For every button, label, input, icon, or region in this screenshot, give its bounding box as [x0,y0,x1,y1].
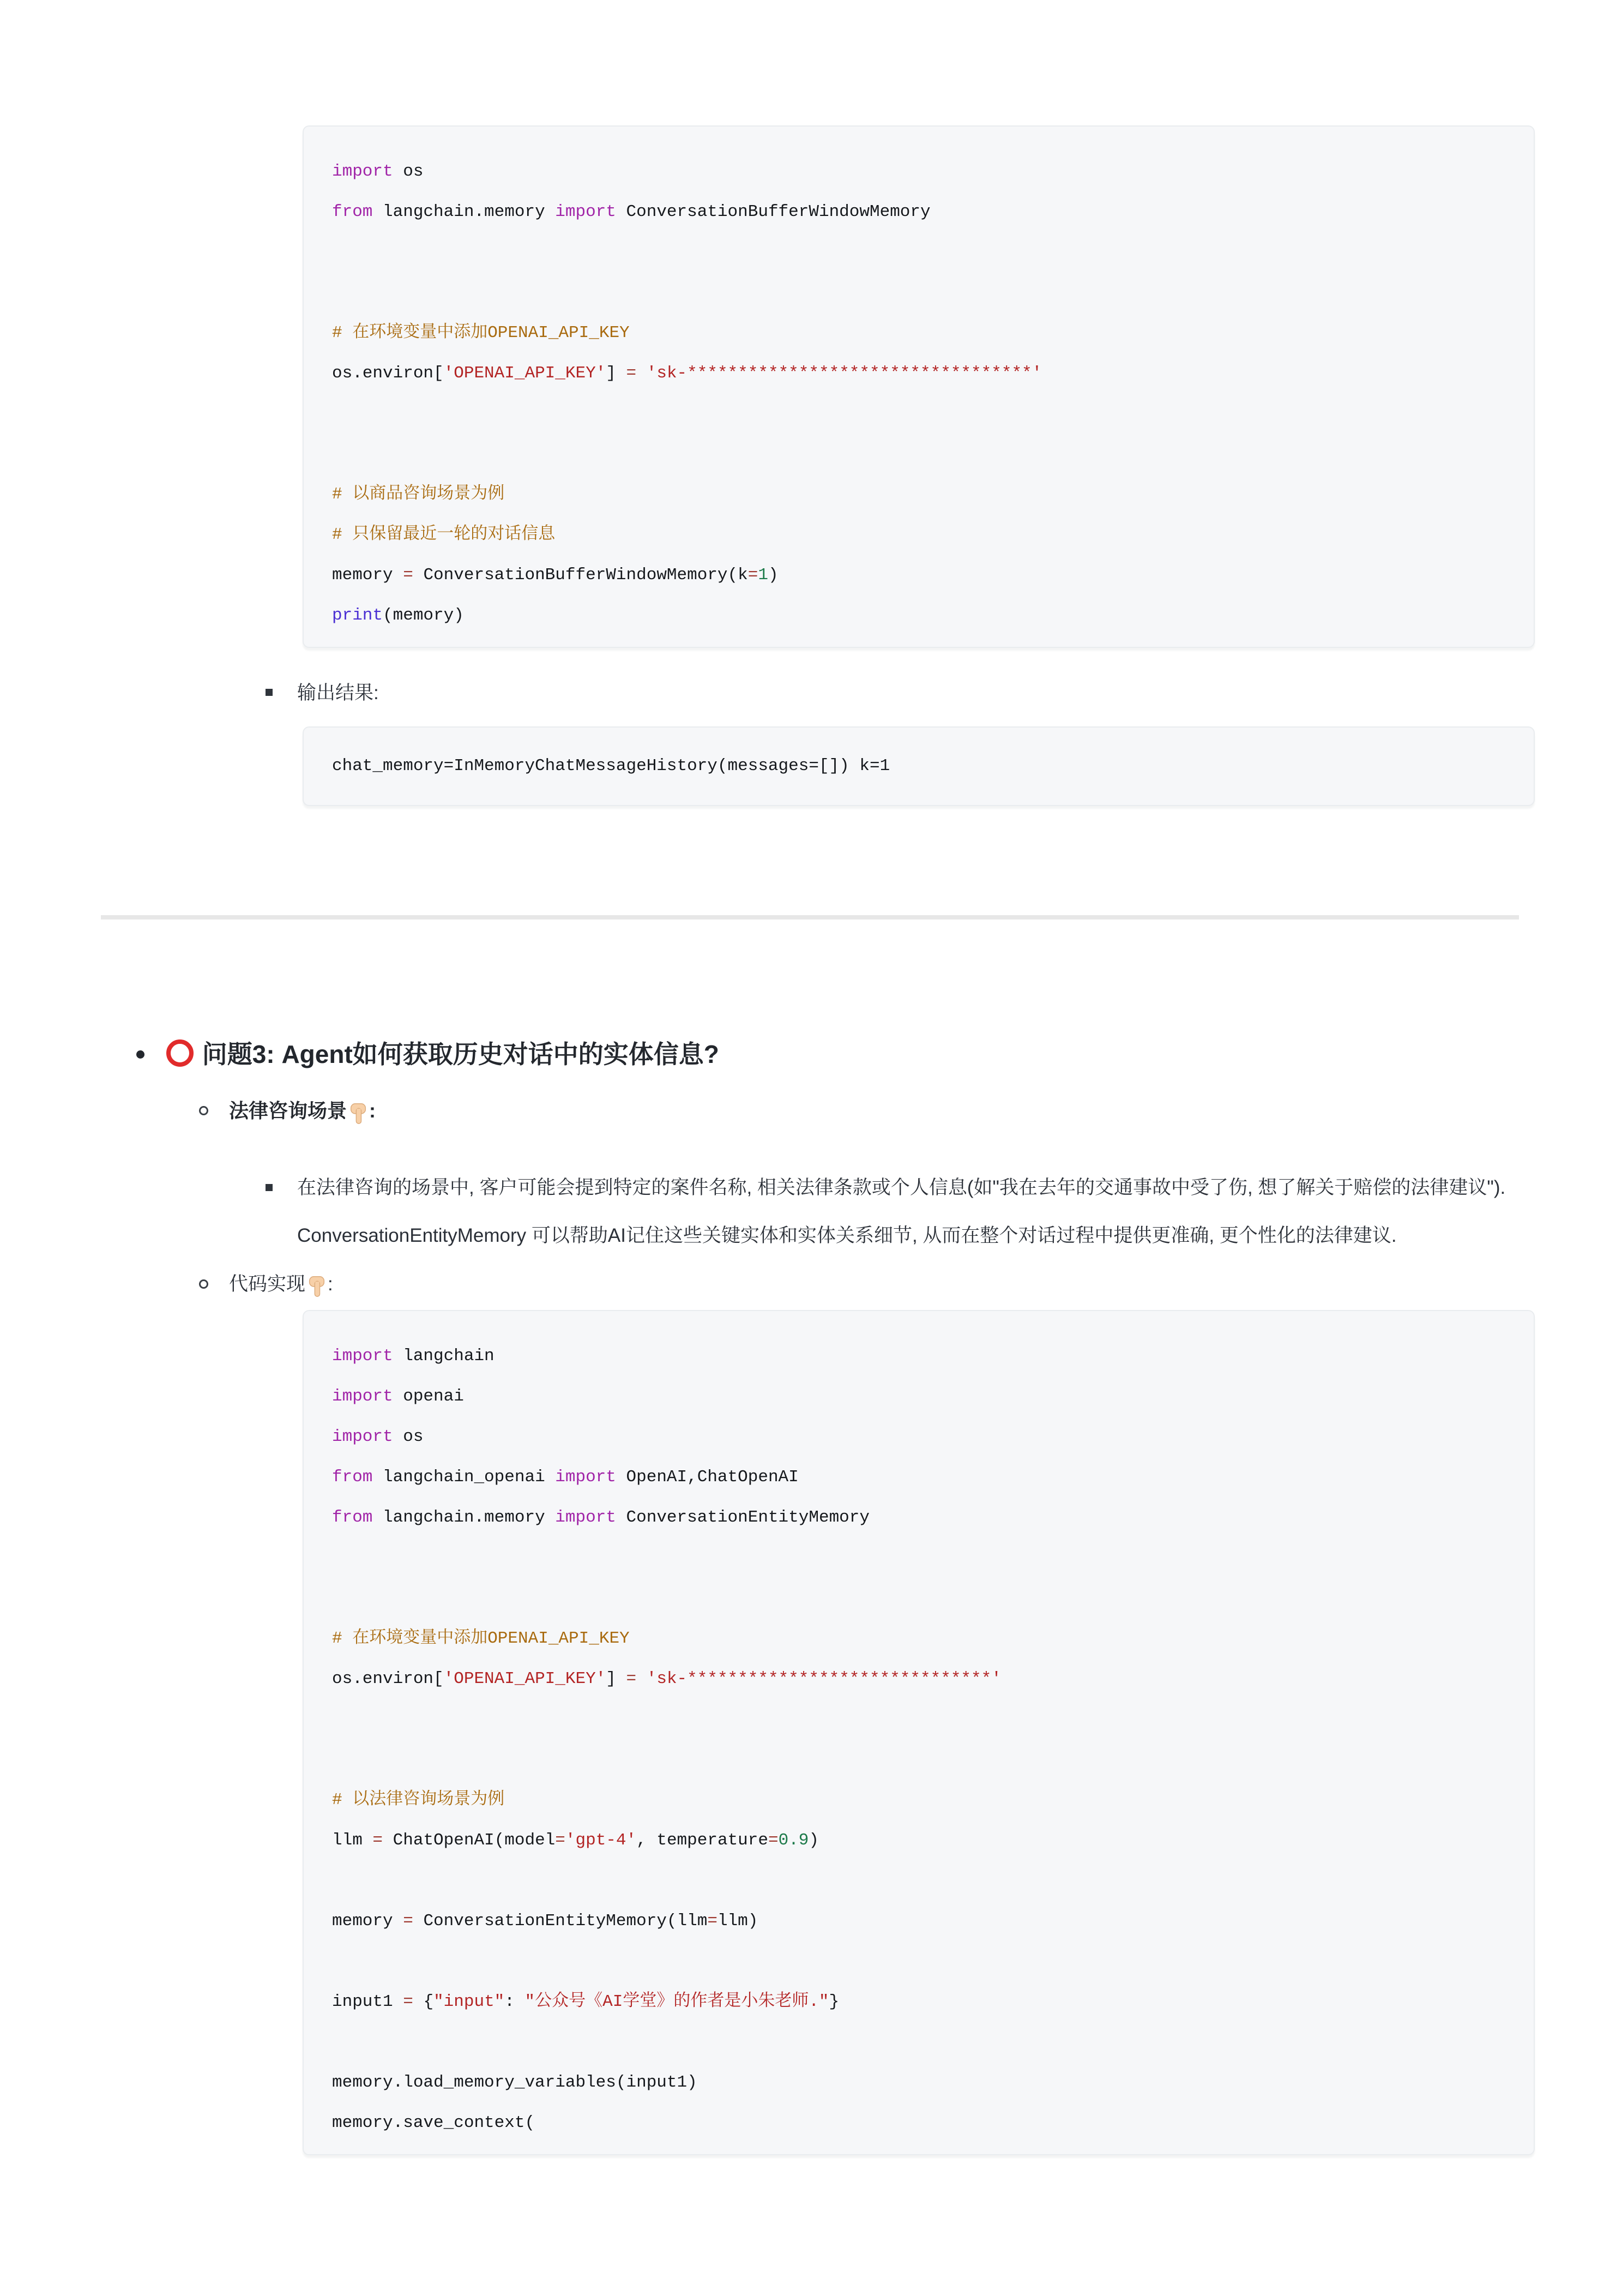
code-line [332,1740,1505,1780]
code-impl-item [199,1271,1622,1306]
code-line: from langchain.memory import ConversationBufferWindowMemory [332,202,931,221]
code-block-output [303,726,1535,806]
legal-scene-label: 法律咨询场景 [229,1099,347,1122]
code-line [332,394,1505,434]
question-heading-item [136,1038,1622,1070]
square-bullet [266,689,273,696]
code-line: memory = ConversationEntityMemory(llm=llm) [332,1912,758,1931]
code-line: from langchain.memory import ConversationEntityMemory [332,1508,870,1527]
code-line: import os [332,1427,424,1446]
code-line: input1 = {"input": "公众号《AI学堂》的作者是小朱老师."} [332,1992,840,2011]
code-line [332,2022,1505,2063]
code-block-entity-memory [303,1310,1535,2155]
legal-scene-paragraph: 在法律咨询的场景中, 客户可能会提到特定的案件名称, 相关法律条款或个人信息(如"我在去年的交通事故中受了伤, 想了解关于赔偿的法律建议"). ConversationEntityMemory 可以帮助AI记住这些关键实体和实体关系细节, 从而在整个对话过程中提供更准确, 更个性化的法律建议. [297,1177,1506,1246]
code-line [332,1861,1505,1901]
code-line: # 在环境变量中添加OPENAI_API_KEY [332,1629,630,1648]
code-line [332,1538,1505,1578]
legal-scene-item [199,1097,1622,1132]
code-line: chat_memory=InMemoryChatMessageHistory(messages=[]) k=1 [332,756,890,776]
code-line: os.environ['OPENAI_API_KEY'] = 'sk-**********************************' [332,364,1042,383]
circle-bullet [199,1279,208,1289]
legal-scene-colon: : [369,1099,376,1122]
code-line [332,1699,1505,1740]
section-divider [101,915,1519,919]
code-impl-colon: : [328,1273,333,1295]
question-heading: 问题3: Agent如何获取历史对话中的实体信息? [202,1040,719,1068]
code-line [332,1942,1505,1982]
legal-scene-paragraph-item [266,1164,1562,1260]
code-line [332,273,1505,313]
circle-bullet [199,1106,208,1115]
point-down-emoji-icon [349,1102,367,1132]
disc-bullet [136,1050,144,1059]
code-impl-label: 代码实现 [229,1273,306,1295]
code-line: memory.load_memory_variables(input1) [332,2073,697,2092]
code-line: import os [332,162,424,181]
code-line [332,1578,1505,1619]
code-line: import openai [332,1387,464,1406]
point-down-emoji-icon [307,1275,326,1306]
code-line: import langchain [332,1347,495,1366]
code-line: print(memory) [332,606,464,625]
square-bullet [266,1184,273,1191]
code-block-window-memory [303,125,1535,648]
code-line: # 在环境变量中添加OPENAI_API_KEY [332,323,630,342]
code-line: memory = ConversationBufferWindowMemory(k=1) [332,566,779,585]
code-line: # 以法律咨询场景为例 [332,1790,505,1810]
red-hollow-circle-icon [166,1039,194,1067]
code-line [332,434,1505,474]
code-line: from langchain_openai import OpenAI,ChatOpenAI [332,1468,799,1487]
code-line: os.environ['OPENAI_API_KEY'] = 'sk-******************************' [332,1669,1002,1688]
code-line: memory.save_context( [332,2113,535,2132]
output-result-item [266,681,1622,706]
code-line: # 只保留最近一轮的对话信息 [332,525,556,544]
code-line: llm = ChatOpenAI(model='gpt-4', temperature=0.9) [332,1831,819,1850]
output-result-label: 输出结果: [297,682,379,704]
code-line [332,232,1505,273]
code-line: # 以商品咨询场景为例 [332,485,505,504]
